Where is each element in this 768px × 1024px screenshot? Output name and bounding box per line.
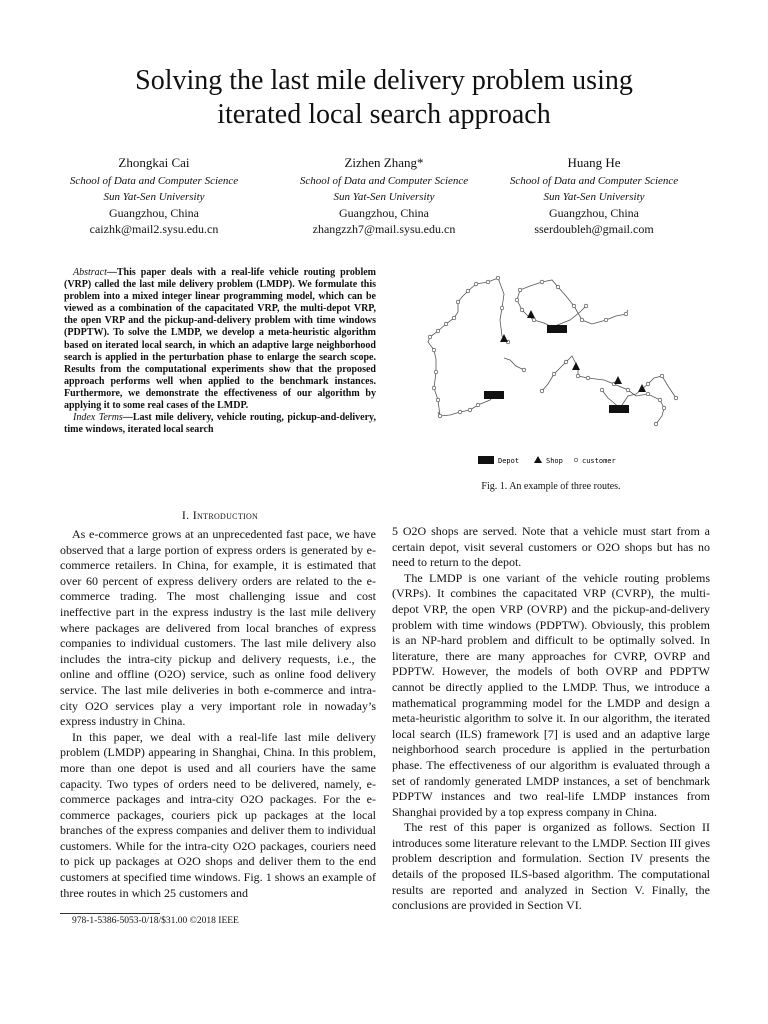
author-school: School of Data and Computer Science (299, 175, 469, 187)
figure-legend (478, 456, 616, 465)
author-city: Guangzhou, China (109, 206, 199, 220)
author-email: sserdoubleh@gmail.com (534, 222, 654, 236)
left-column (60, 527, 376, 901)
paper-title (60, 64, 708, 132)
shop-marker (572, 362, 580, 370)
route-example-figure (392, 276, 710, 471)
footnote-rule (60, 913, 160, 914)
author-city: Guangzhou, China (549, 206, 639, 220)
abstract-text: —This paper deals with a real-life vehicle routing problem (VRP) called the last mile delivery problem (LMDP). We formulate this problem into a mixed integer linear programming model, which can be viewed as a combination of the capacitated VRP, the multi-depot VRP, the open VRP and the pickup-and-delivery problem with time windows (PDPTW). To solve the LMDP, we develop a meta-heuristic algorithm based on iterated local search, in which an adaptive large neighborhood search is applied in the perturbation phase to enlarge the search scope. Results from the computational experiments show that the proposed approach performs well when applied to the benchmark instances. Furthermore, we demonstrate the effectiveness of our algorithm by applying it to some real cases of the LMDP. (64, 267, 376, 412)
title-line-2: iterated local search approach (217, 99, 551, 130)
author-school: School of Data and Computer Science (509, 175, 679, 187)
index-terms-lead: Index Terms (73, 412, 123, 424)
author-city: Guangzhou, China (339, 206, 429, 220)
abstract (64, 267, 376, 436)
paragraph: The rest of this paper is organized as follows. Section II introduces some literature relevant to the LMDP. Section III gives problem description and formulation. Section IV presents the details of the proposed ILS-based algorithm. The computational results are reported and analyzed in Section V. Finally, the conclusions are provided in Section VI. (392, 820, 710, 913)
author-name: Zizhen Zhang* (344, 155, 424, 170)
author-block-3 (484, 155, 704, 237)
author-block-2 (274, 155, 494, 237)
title-line-1: Solving the last mile delivery problem using (135, 65, 633, 96)
right-column (392, 524, 710, 914)
depot-marker (547, 325, 567, 333)
shop-marker (500, 334, 508, 342)
author-block-1 (44, 155, 264, 237)
paragraph: As e-commerce grows at an unprecedented fast pace, we have observed that a large portion of express orders is generated by e-commerce retailers. In China, for example, it is estimated that over 60 percent of express delivery orders are related to the e-commerce trading. The most challenging issue and cost ineffective part in the express industry is the last mile delivery where packages are delivered from local branches of express companies to individual customers. The last mile delivery also includes the intra-city pickup and delivery requests, i.e., the online and offline (O2O) service, such as online food delivery service. The last mile deliveries in both e-commerce and intra-city O2O services play a very important role in nowaday’s express industry in China. (60, 527, 376, 729)
legend-shop-swatch (534, 456, 542, 463)
legend-depot-label: Depot (498, 457, 520, 465)
legend-customer-swatch (574, 458, 578, 462)
paragraph: In this paper, we deal with a real-life last mile delivery problem (LMDP) appearing in Shanghai, China. In this problem, more than one depot is used and all couriers have the same capacity. Two types of orders need to be delivered, namely, e-commerce packages and intra-city O2O packages. For the e-commerce packages, couriers pick up packages at the local branches of the express companies and deliver them to individual customers. While for the intra-city O2O packages, couriers need to pick up packages at O2O shops and deliver them to the end customers at specified time windows. Fig. 1 shows an example of three routes in which 25 customers and (60, 729, 376, 900)
paragraph: 5 O2O shops are served. Note that a vehicle must start from a certain depot, visit several customers or O2O shops but has no need to return to the depot. (392, 524, 710, 570)
abstract-lead: Abstract (73, 267, 107, 278)
author-email: zhangzzh7@mail.sysu.edu.cn (312, 222, 456, 236)
author-university: Sun Yat-Sen University (543, 191, 645, 203)
customer-nodes (428, 276, 678, 426)
legend-depot-swatch (478, 456, 494, 464)
author-name: Zhongkai Cai (118, 155, 190, 170)
shop-nodes (500, 310, 646, 392)
depot-marker (609, 405, 629, 413)
legend-customer-label: customer (582, 457, 616, 465)
author-university: Sun Yat-Sen University (103, 191, 205, 203)
section-heading-introduction: I. Introduction (181, 508, 259, 522)
index-terms-text: —Last mile delivery, vehicle routing, pickup-and-delivery, time windows, iterated local search (64, 412, 377, 436)
shop-marker (638, 384, 646, 392)
depot-marker (484, 391, 504, 399)
author-school: School of Data and Computer Science (69, 175, 239, 187)
route-lines (428, 278, 676, 424)
shop-marker (527, 310, 535, 318)
author-name: Huang He (567, 155, 621, 170)
copyright-footnote: 978-1-5386-5053-0/18/$31.00 ©2018 IEEE (72, 916, 239, 926)
author-email: caizhk@mail2.sysu.edu.cn (89, 222, 219, 236)
legend-shop-label: Shop (546, 457, 563, 465)
shop-marker (614, 376, 622, 384)
author-university: Sun Yat-Sen University (333, 191, 435, 203)
figure-caption: Fig. 1. An example of three routes. (481, 481, 621, 492)
paragraph: The LMDP is one variant of the vehicle routing problems (VRPs). It combines the capacitated VRP (CVRP), the multi-depot VRP, the open VRP (OVRP) and the pickup-and-delivery problem with time windows (PDPTW). Obviously, this problem is an NP-hard problem and difficult to be optimally solved. In literature, there are many approaches for CVRP, OVRP and PDPTW. However, the models of both OVRP and PDPTW cannot be directly applied to the LMDP. Thus, we introduce a mathematical programming model for the LMDP and design a meta-heuristic algorithm to solve it. In our algorithm, the iterated local search (ILS) framework [7] is used and an adaptive large neighborhood search procedure is applied in the perturbation phase. The effectiveness of our algorithm is evaluated through a set of randomly generated LMDP instances, a set of benchmark PDPTW instances and two real-life LMDP instances from Shanghai provided by a top express company in China. (392, 570, 710, 819)
